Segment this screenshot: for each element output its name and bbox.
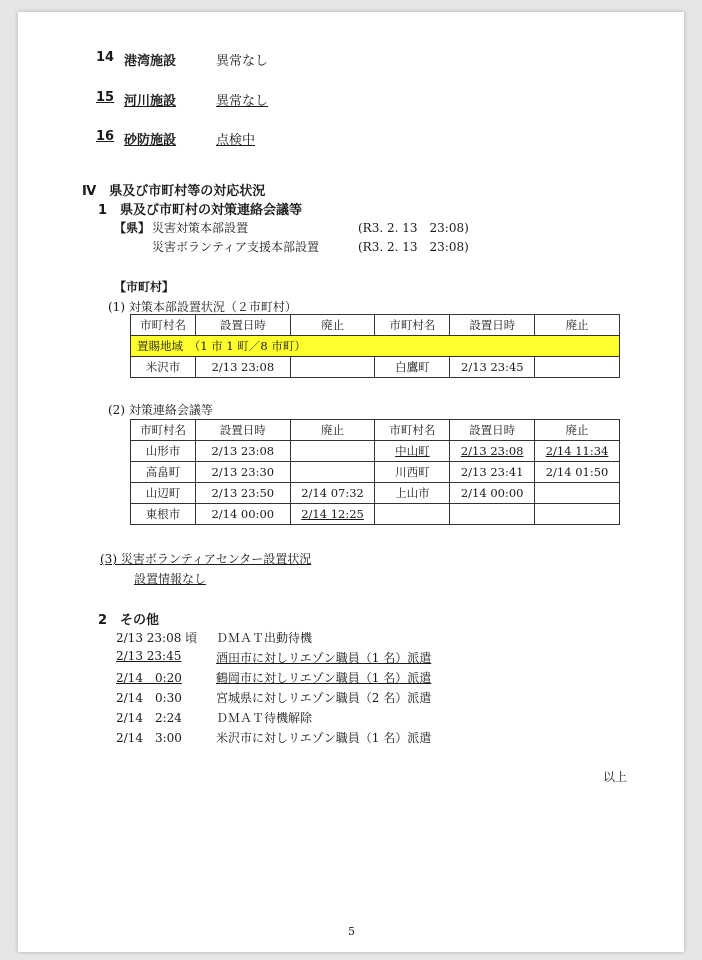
table-cell: 米沢市 xyxy=(131,357,196,378)
event-time: 2/13 23:08 頃 xyxy=(116,631,198,645)
table-cell: 高畠町 xyxy=(131,462,196,483)
col-header: 廃止 xyxy=(290,315,375,336)
facility-15-name: 河川施設 xyxy=(124,94,177,109)
table2-caption: (2) 対策連絡会議等 xyxy=(108,403,213,417)
prefecture-label: 【県】 xyxy=(114,221,151,235)
event-time: 2/13 23:45 xyxy=(116,649,182,663)
volunteer-center-note: 設置情報なし xyxy=(134,572,207,586)
event-text: 米沢市に対しリエゾン職員（1 名）派遣 xyxy=(216,731,432,745)
table1-caption: (1) 対策本部設置状況（２市町村） xyxy=(108,300,297,314)
event-time: 2/14 0:30 xyxy=(116,691,182,705)
event-text: ＤＭＡＴ待機解除 xyxy=(216,711,313,725)
prefecture-item-2: 災害ボランティア支援本部設置 xyxy=(152,240,320,254)
table-row xyxy=(131,462,620,483)
facility-15-number: 15 xyxy=(96,90,115,105)
table-header-row xyxy=(131,420,620,441)
col-header: 市町村名 xyxy=(375,315,450,336)
facility-14-number: 14 xyxy=(96,50,115,65)
table-cell: 2/13 23:08 xyxy=(450,441,535,462)
table-cell: 2/14 00:00 xyxy=(195,504,290,525)
region-row xyxy=(131,336,620,357)
headquarters-table xyxy=(130,314,620,378)
table-cell: 2/14 07:32 xyxy=(290,483,375,504)
region-label: 置賜地域 （1 市 1 町／8 市町） xyxy=(131,336,620,357)
facility-16-number: 16 xyxy=(96,129,115,144)
prefecture-date-1: (R3. 2. 13 23:08) xyxy=(358,221,469,235)
table-row xyxy=(131,357,620,378)
page-number: 5 xyxy=(348,925,355,938)
col-header: 市町村名 xyxy=(131,315,196,336)
table-cell: 2/13 23:41 xyxy=(450,462,535,483)
col-header: 設置日時 xyxy=(450,420,535,441)
facility-14-name: 港湾施設 xyxy=(124,54,177,69)
table-cell xyxy=(535,483,620,504)
municipality-label: 【市町村】 xyxy=(114,280,175,294)
col-header: 設置日時 xyxy=(195,420,290,441)
prefecture-date-2: (R3. 2. 13 23:08) xyxy=(358,240,469,254)
table-cell: 川西町 xyxy=(375,462,450,483)
table-cell: 2/13 23:08 xyxy=(195,441,290,462)
document-page xyxy=(18,12,684,952)
table-cell xyxy=(375,504,450,525)
event-text: 酒田市に対しリエゾン職員（1 名）派遣 xyxy=(216,651,432,665)
closing-text: 以上 xyxy=(603,770,628,784)
col-header: 市町村名 xyxy=(375,420,450,441)
table-header-row xyxy=(131,315,620,336)
col-header: 設置日時 xyxy=(195,315,290,336)
table-row xyxy=(131,504,620,525)
table-cell: 2/14 12:25 xyxy=(290,504,375,525)
event-text: ＤＭＡＴ出動待機 xyxy=(216,631,313,645)
table-cell: 2/13 23:30 xyxy=(195,462,290,483)
table-cell: 2/14 00:00 xyxy=(450,483,535,504)
table-cell xyxy=(535,357,620,378)
table-cell: 白鷹町 xyxy=(375,357,450,378)
col-header: 設置日時 xyxy=(450,315,535,336)
col-header: 廃止 xyxy=(535,420,620,441)
table-cell: 上山市 xyxy=(375,483,450,504)
table-cell: 中山町 xyxy=(375,441,450,462)
table-cell: 山形市 xyxy=(131,441,196,462)
table-row xyxy=(131,483,620,504)
subsection-1-title: 1 県及び市町村の対策連絡会議等 xyxy=(98,203,303,218)
event-text: 鶴岡市に対しリエゾン職員（1 名）派遣 xyxy=(216,671,432,685)
col-header: 廃止 xyxy=(535,315,620,336)
event-time: 2/14 0:20 xyxy=(116,671,182,685)
table-cell: 2/14 11:34 xyxy=(535,441,620,462)
facility-15-status: 異常なし xyxy=(216,94,269,109)
table-cell: 2/13 23:50 xyxy=(195,483,290,504)
table-cell xyxy=(290,462,375,483)
table-cell xyxy=(290,441,375,462)
table-cell: 2/13 23:45 xyxy=(450,357,535,378)
liaison-meeting-table xyxy=(130,419,620,525)
event-time: 2/14 3:00 xyxy=(116,731,182,745)
table-cell xyxy=(450,504,535,525)
facility-14-status: 異常なし xyxy=(216,54,269,69)
facility-16-status: 点検中 xyxy=(216,133,256,148)
table-cell: 山辺町 xyxy=(131,483,196,504)
table-row xyxy=(131,441,620,462)
col-header: 廃止 xyxy=(290,420,375,441)
table-cell xyxy=(535,504,620,525)
table-cell: 2/13 23:08 xyxy=(195,357,290,378)
event-time: 2/14 2:24 xyxy=(116,711,182,725)
col-header: 市町村名 xyxy=(131,420,196,441)
table-cell: 東根市 xyxy=(131,504,196,525)
volunteer-center-caption: (3) 災害ボランティアセンター設置状況 xyxy=(100,552,312,566)
facility-16-name: 砂防施設 xyxy=(124,133,177,148)
prefecture-item-1: 災害対策本部設置 xyxy=(152,221,249,235)
table-cell: 2/14 01:50 xyxy=(535,462,620,483)
table-cell xyxy=(290,357,375,378)
section-4-title: Ⅳ 県及び市町村等の対応状況 xyxy=(82,184,266,199)
subsection-2-title: 2 その他 xyxy=(98,613,160,628)
event-text: 宮城県に対しリエゾン職員（2 名）派遣 xyxy=(216,691,432,705)
